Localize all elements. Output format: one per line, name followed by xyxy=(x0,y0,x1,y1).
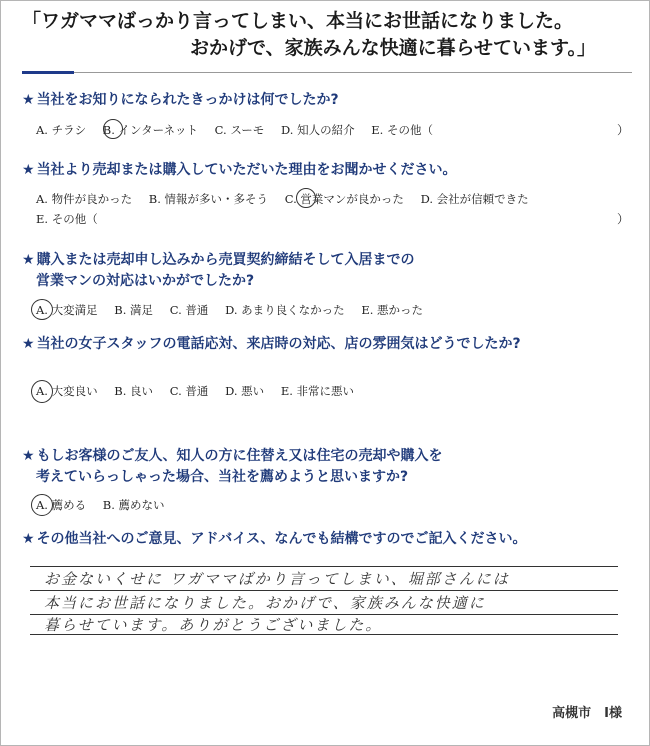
headline-divider xyxy=(22,72,632,73)
question-2-options-row-1 xyxy=(36,191,542,207)
q4-option-a: A. 大変良い xyxy=(36,384,98,398)
q2-option-d: D. 会社が信頼できた xyxy=(420,192,529,206)
question-5-text-line-2: 考えていらっしゃった場合、当社を薦めようと思いますか? xyxy=(36,469,409,485)
q2-option-e: E. その他（ xyxy=(36,212,98,226)
q1-option-a: A. チラシ xyxy=(36,123,87,137)
headline-divider-accent xyxy=(22,71,74,74)
question-1-options xyxy=(36,122,446,138)
q2-option-a: A. 物件が良かった xyxy=(36,192,133,206)
q1-close-paren: ） xyxy=(617,123,630,137)
q4-selected-circle xyxy=(31,380,53,403)
question-5-text-line-1: もしお客様のご友人、知人の方に住替え又は住宅の売却や購入を xyxy=(36,448,443,464)
question-1-text: 当社をお知りになられたきっかけは何でしたか? xyxy=(36,92,339,108)
question-3-text-line-1: 購入または売却申し込みから売買契約締結そして入居までの xyxy=(36,252,415,268)
question-3-options xyxy=(36,302,436,318)
handwritten-comment-line-3: 暮らせています。ありがとうございました。 xyxy=(44,616,383,634)
q3-option-d: D. あまり良くなかった xyxy=(225,303,345,317)
q4-option-c: C. 普通 xyxy=(169,384,209,398)
respondent-signature: 高槻市 I様 xyxy=(552,706,622,721)
question-2-options-row-2 xyxy=(36,211,111,227)
headline-quote xyxy=(22,8,622,62)
q3-selected-circle xyxy=(31,299,53,320)
star-icon: ★ xyxy=(22,336,35,352)
comment-line xyxy=(30,566,618,567)
question-2-text: 当社より売却または購入していただいた理由をお聞かせください。 xyxy=(36,162,457,178)
question-1 xyxy=(22,90,622,111)
question-3-text-line-2: 営業マンの対応はいかがでしたか? xyxy=(36,273,255,289)
star-icon: ★ xyxy=(22,531,35,547)
q5-option-b: B. 薦めない xyxy=(102,498,165,512)
q1-option-d: D. 知人の紹介 xyxy=(280,123,355,137)
q4-option-b: B. 良い xyxy=(114,384,154,398)
star-icon: ★ xyxy=(22,448,35,464)
q1-selected-circle xyxy=(103,119,123,139)
q2-close-paren: ） xyxy=(617,212,630,226)
handwritten-comment-line-1: お金ないくせに ワガママばかり言ってしまい、堀部さんには xyxy=(44,570,510,588)
question-2 xyxy=(22,160,622,181)
headline-line-1: 「ワガママばっかり言ってしまい、本当にお世話になりました。 xyxy=(22,10,574,32)
q2-option-b: B. 情報が多い・多そう xyxy=(148,192,269,206)
q1-option-b: B. インターネット xyxy=(102,123,199,137)
star-icon: ★ xyxy=(22,92,35,108)
question-4 xyxy=(22,334,622,355)
q3-option-b: B. 満足 xyxy=(114,303,154,317)
q3-option-a: A. 大変満足 xyxy=(36,303,98,317)
star-icon: ★ xyxy=(22,162,35,178)
question-6-text: その他当社へのご意見、アドバイス、なんでも結構ですのでご記入ください。 xyxy=(36,531,527,547)
q1-option-c: C. スーモ xyxy=(214,123,265,137)
handwritten-comment-line-2: 本当にお世話になりました。おかげで、家族みんな快適に xyxy=(44,594,486,612)
q1-option-e: E. その他（ xyxy=(371,123,433,137)
question-4-options xyxy=(36,383,367,399)
question-4-text: 当社の女子スタッフの電話応対、来店時の対応、店の雰囲気はどうでしたか? xyxy=(36,336,521,352)
q3-option-e: E. 悪かった xyxy=(361,303,424,317)
q4-option-e: E. 非常に悪い xyxy=(280,384,355,398)
q5-option-a: A. 薦める xyxy=(36,498,87,512)
question-3 xyxy=(22,250,622,292)
q2-selected-circle xyxy=(296,188,316,208)
question-5-options xyxy=(36,497,178,513)
question-6 xyxy=(22,529,622,550)
q5-selected-circle xyxy=(31,494,53,516)
q3-option-c: C. 普通 xyxy=(169,303,209,317)
comment-line xyxy=(30,590,618,591)
question-5 xyxy=(22,446,622,488)
q4-option-d: D. 悪い xyxy=(225,384,265,398)
headline-line-2: おかげで、家族みんな快適に暮らせています。」 xyxy=(190,37,597,59)
star-icon: ★ xyxy=(22,252,35,268)
q2-option-c: C. 営業マンが良かった xyxy=(284,192,404,206)
